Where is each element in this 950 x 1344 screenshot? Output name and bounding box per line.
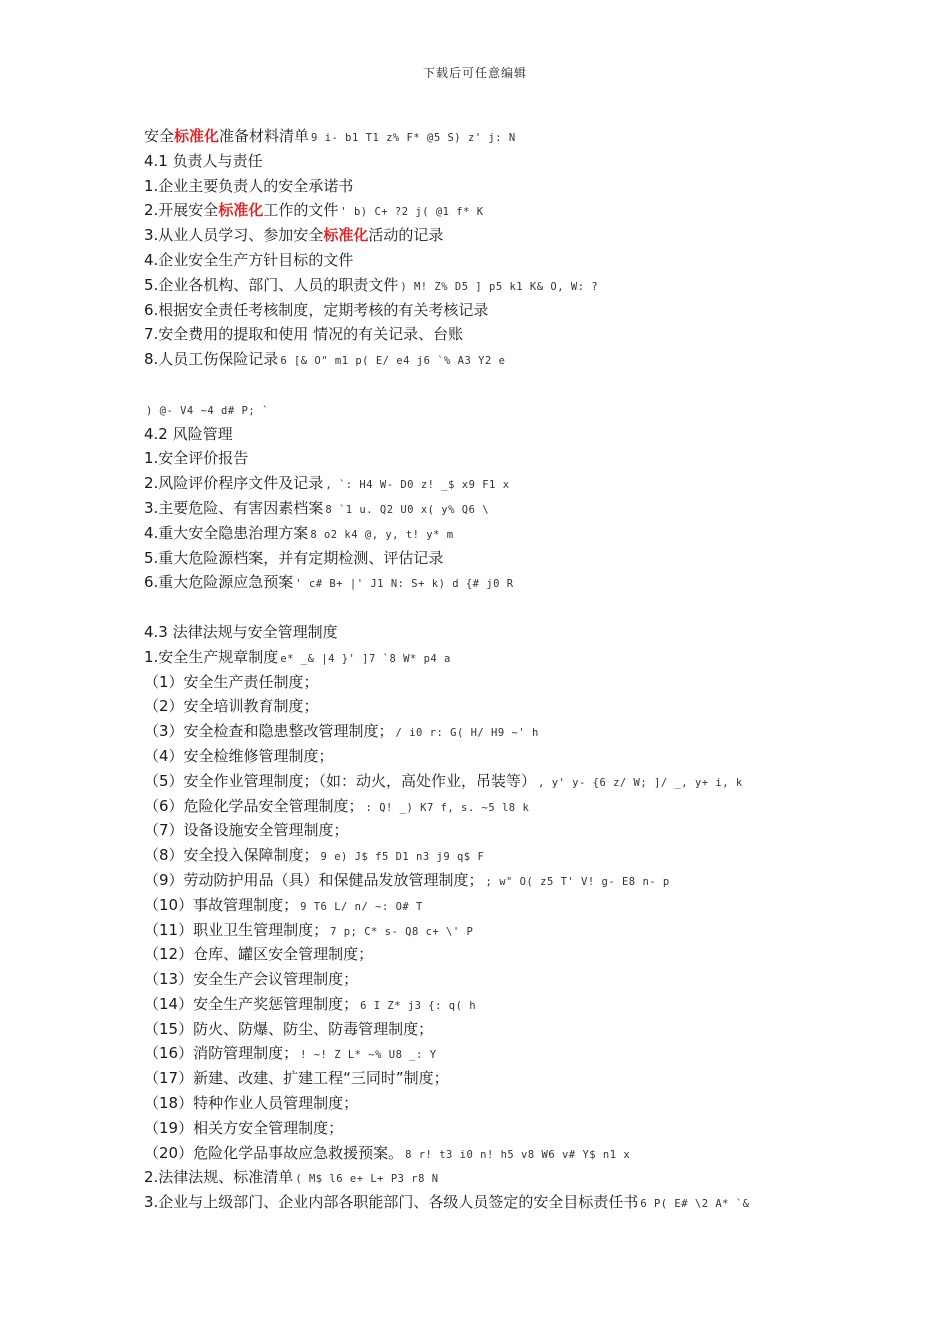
noise-text: ( M$ l6 e+ L+ P3 r8 N <box>295 1173 439 1186</box>
line-text: 4.2 风险管理 <box>144 424 233 443</box>
line-text: 活动的记录 <box>368 226 444 245</box>
document-line <box>144 446 844 471</box>
document-line <box>144 496 844 521</box>
line-text: 3.企业与上级部门、企业内部各职能部门、各级人员签定的安全目标责任书 <box>144 1193 639 1212</box>
document-line <box>144 967 844 992</box>
document-line <box>144 694 844 719</box>
blank-line <box>144 372 844 397</box>
noise-text: 9 i- b1 T1 z% F* @5 S) z' j: N <box>311 132 516 144</box>
noise-text: 6 P( E# \2 A* `& <box>640 1198 750 1211</box>
document-line <box>144 521 844 546</box>
line-text: （18）特种作业人员管理制度； <box>144 1094 359 1113</box>
document-line <box>144 422 844 447</box>
highlighted-term: 标准化 <box>218 201 264 220</box>
line-text: （20）危险化学品事故应急救援预案。 <box>144 1143 404 1162</box>
line-text: （13）安全生产会议管理制度； <box>144 970 359 989</box>
line-text: 安全 <box>144 127 175 145</box>
line-text: 准备材料清单 <box>219 127 310 145</box>
document-line <box>144 645 844 670</box>
line-text: （11）职业卫生管理制度； <box>144 920 329 939</box>
document-line <box>144 1165 844 1190</box>
line-text: 3.从业人员学习、参加安全 <box>144 226 324 245</box>
document-line <box>144 347 844 372</box>
highlighted-term: 标准化 <box>323 226 369 245</box>
line-text: 5.企业各机构、部门、人员的职责文件 <box>144 275 399 294</box>
line-text: 4.企业安全生产方针目标的文件 <box>144 250 354 269</box>
document-line <box>144 992 844 1017</box>
line-text: 6.重大危险源应急预案 <box>144 573 294 592</box>
document-line <box>144 149 844 174</box>
line-text: （17）新建、改建、扩建工程“三同时”制度； <box>144 1069 449 1088</box>
line-text: （6）危险化学品安全管理制度； <box>144 796 364 815</box>
line-text: （15）防火、防爆、防尘、防毒管理制度； <box>144 1019 434 1038</box>
noise-text: ! ~! Z L* ~% U8 _: Y <box>300 1049 437 1062</box>
line-text: 2.风险评价程序文件及记录 <box>144 474 324 493</box>
document-line <box>144 471 844 496</box>
line-text: 4.重大安全隐患治理方案 <box>144 523 309 542</box>
line-text: （12）仓库、罐区安全管理制度； <box>144 945 374 964</box>
line-text: （8）安全投入保障制度； <box>144 846 319 865</box>
document-line <box>144 620 844 645</box>
line-text: 1.安全生产规章制度 <box>144 647 279 666</box>
document-line <box>144 868 844 893</box>
noise-text: 8 `1 u. Q2 U0 x( y% Q6 \ <box>325 503 490 516</box>
line-text: （16）消防管理制度； <box>144 1044 299 1063</box>
noise-text: e* _& |4 }' ]7 `8 W* p4 a <box>280 652 451 665</box>
noise-text: ) @- V4 ~4 d# P; ` <box>146 404 269 417</box>
document-line <box>144 942 844 967</box>
document-line <box>144 794 844 819</box>
document-line <box>144 570 844 595</box>
line-text: 6.根据安全责任考核制度，定期考核的有关考核记录 <box>144 300 489 319</box>
document-line <box>144 1091 844 1116</box>
document-line <box>144 1141 844 1166</box>
line-text: （19）相关方安全管理制度； <box>144 1118 344 1137</box>
line-text: 8.人员工伤保险记录 <box>144 350 279 369</box>
document-line <box>144 744 844 769</box>
document-line <box>144 769 844 794</box>
document-line <box>144 322 844 347</box>
document-line <box>144 818 844 843</box>
noise-text: 6 I Z* j3 {: q( h <box>360 999 477 1012</box>
line-text: 3.主要危险、有害因素档案 <box>144 498 324 517</box>
line-text: 5.重大危险源档案，并有定期检测、评估记录 <box>144 548 444 567</box>
document-line <box>144 1116 844 1141</box>
line-text: （1）安全生产责任制度； <box>144 672 319 691</box>
line-text: 工作的文件 <box>263 201 339 220</box>
line-text: （3）安全检查和隐患整改管理制度； <box>144 722 394 741</box>
noise-text: , `: H4 W- D0 z! _$ x9 F1 x <box>325 479 510 492</box>
document-line <box>144 1041 844 1066</box>
noise-text: 7 p; C* s- Q8 c+ \' P <box>330 925 474 938</box>
line-text: 2.法律法规、标准清单 <box>144 1168 294 1187</box>
noise-text: ' b) C+ ?2 j( @1 f* K <box>340 206 484 219</box>
line-text: 7.安全费用的提取和使用 情况的有关记录、台账 <box>144 325 464 344</box>
noise-text: ' c# B+ |' J1 N: S+ k) d {# j0 R <box>295 578 514 591</box>
document-line <box>144 397 844 422</box>
line-text: （9）劳动防护用品（具）和保健品发放管理制度； <box>144 870 484 889</box>
document-body <box>144 124 844 1215</box>
line-text: 1.企业主要负责人的安全承诺书 <box>144 176 354 195</box>
document-line <box>144 273 844 298</box>
document-line <box>144 248 844 273</box>
document-line <box>144 670 844 695</box>
document-line <box>144 174 844 199</box>
line-text: 1.安全评价报告 <box>144 449 249 468</box>
line-text: （4）安全检维修管理制度； <box>144 746 334 765</box>
noise-text: ; w" O( z5 T' V! g- E8 n- p <box>485 875 670 888</box>
highlighted-term: 标准化 <box>174 127 220 145</box>
noise-text: ) M! Z% D5 ] p5 k1 K& O, W: ? <box>400 280 599 293</box>
document-line <box>144 124 844 149</box>
page-header: 下载后可任意编辑 <box>422 66 527 80</box>
line-text: （14）安全生产奖惩管理制度； <box>144 994 359 1013</box>
blank-line <box>144 595 844 620</box>
document-line <box>144 843 844 868</box>
line-text: （10）事故管理制度； <box>144 895 299 914</box>
noise-text: 9 e) J$ f5 D1 n3 j9 q$ F <box>320 851 485 864</box>
line-text: （2）安全培训教育制度； <box>144 697 319 716</box>
noise-text: / i0 r: G( H/ H9 ~' h <box>395 727 539 740</box>
document-line <box>144 198 844 223</box>
line-text: 4.3 法律法规与安全管理制度 <box>144 622 338 641</box>
document-line <box>144 546 844 571</box>
line-text: （7）设备设施安全管理制度； <box>144 821 349 840</box>
noise-text: , y' y- {6 z/ W; ]/ _, y+ i, k <box>538 776 743 789</box>
noise-text: 9 T6 L/ n/ ~: O# T <box>300 900 423 913</box>
noise-text: 8 o2 k4 @, y, t! y* m <box>310 528 454 541</box>
document-line <box>144 298 844 323</box>
line-text: 4.1 负责人与责任 <box>144 151 263 170</box>
line-text: （5）安全作业管理制度；（如：动火，高处作业，吊装等） <box>144 771 537 790</box>
document-line <box>144 918 844 943</box>
document-line <box>144 893 844 918</box>
document-line <box>144 1066 844 1091</box>
document-line <box>144 223 844 248</box>
line-text: 2.开展安全 <box>144 201 219 220</box>
document-line <box>144 719 844 744</box>
noise-text: 8 r! t3 i0 n! h5 v8 W6 v# Y$ n1 x <box>405 1148 631 1161</box>
noise-text: 6 [& O" m1 p( E/ e4 j6 `% A3 Y2 e <box>280 355 506 368</box>
noise-text: : Q! _) K7 f, s. ~5 l8 k <box>365 801 530 814</box>
document-line <box>144 1190 844 1215</box>
document-line <box>144 1017 844 1042</box>
